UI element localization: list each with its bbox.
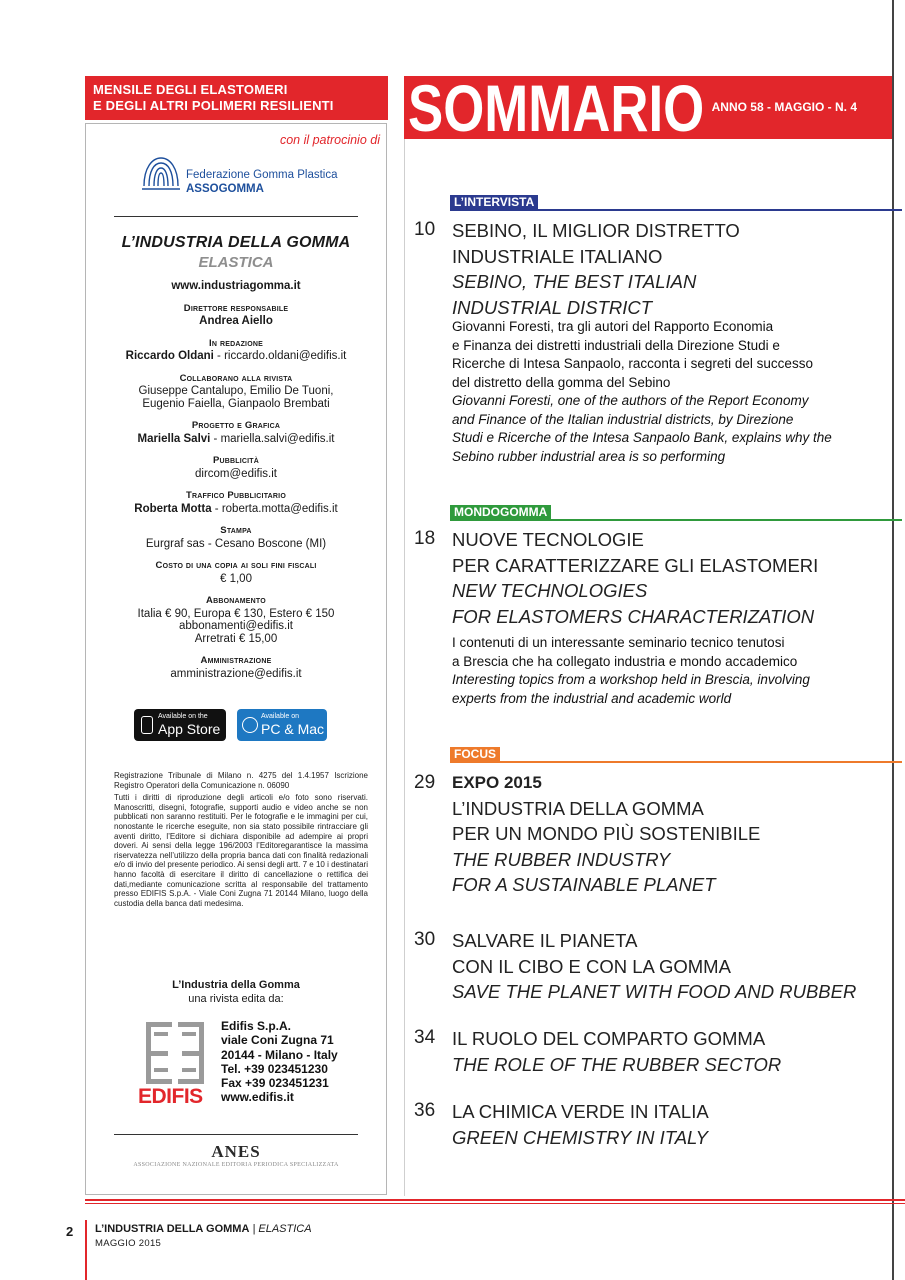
credit-role: Collaborano alla rivista [179, 372, 293, 384]
magazine-tagline [85, 76, 388, 120]
footer-rule [85, 1203, 905, 1204]
credit-role: Progetto e Grafica [191, 420, 281, 431]
page-number: 36 [414, 1100, 436, 1121]
title-en: FOR A SUSTAINABLE PLANET [452, 874, 716, 895]
title-it: IL RUOLO DEL COMPARTO GOMMA [452, 1028, 766, 1049]
credit-name: Mariella Salvi [137, 432, 211, 445]
credit-value: dircom@edifis.it [195, 467, 277, 480]
sommario-header [404, 71, 892, 145]
abstract-line: a Brescia che ha collegato industria e mondo accademico [452, 653, 798, 669]
credits-block [95, 280, 377, 680]
section-tag-intervista: L’INTERVISTA [450, 195, 538, 210]
title-it: CON IL CIBO E CON LA GOMMA [452, 955, 731, 977]
credit-contact: - mariella.salvi@edifis.it [210, 432, 335, 445]
pc-mac-badge[interactable] [237, 709, 327, 741]
title-it: SALVARE IL PIANETA [452, 930, 638, 951]
credit-role: Costo di una copia ai soli fini fiscali [155, 560, 317, 571]
folio-page-number: 2 [66, 1224, 74, 1239]
page-number: 29 [414, 772, 436, 793]
column-divider [404, 139, 405, 1196]
footer-divider [85, 1220, 87, 1280]
issue-date: MAGGIO 2015 [95, 1238, 162, 1249]
credit-value: Andrea Aiello [199, 315, 273, 327]
credit-contact: - riccardo.oldani@edifis.it [213, 350, 347, 362]
credit-role: In redazione [209, 337, 263, 349]
page-edge [892, 0, 894, 1280]
running-title-italic: | ELASTICA [249, 1223, 312, 1235]
abstract-line: Ricerche di Intesa Sanpaolo, racconta i segreti del successo [452, 356, 813, 371]
issue-number: ANNO 58 - MAGGIO - N. 4 [711, 100, 857, 114]
credit-value [95, 350, 377, 363]
magazine-title: L’INDUSTRIA DELLA GOMMA [121, 234, 351, 251]
abstract-line: Giovanni Foresti, tra gli autori del Rapporto Economia [452, 319, 774, 334]
abstract-line: Sebino rubber industrial area is so performing [452, 448, 726, 464]
title-en: NEW TECHNOLOGIES [452, 580, 648, 601]
title-it: L’INDUSTRIA DELLA GOMMA [452, 797, 704, 819]
credit-role: Abbonamento [206, 595, 266, 606]
anes-subtitle: ASSOCIAZIONE NAZIONALE EDITORIA PERIODICA SPECIALIZZATA [133, 1162, 339, 1168]
credit-value: Arretrati € 15,00 [194, 632, 278, 645]
federation-line-2: ASSOGOMMA [186, 183, 264, 195]
credit-role: Stampa [220, 525, 252, 536]
credit-role: Traffico Pubblicitario [186, 490, 286, 501]
address-line: Fax +39 023451231 [221, 1076, 329, 1091]
credit-role: Pubblicità [212, 455, 260, 466]
footer-rule [85, 1199, 905, 1201]
divider [114, 1134, 358, 1135]
edifis-wordmark: EDIFIS [138, 1085, 203, 1108]
divider [114, 216, 358, 217]
title-it: SEBINO, IL MIGLIOR DISTRETTO [452, 220, 740, 241]
publisher-intro [114, 979, 358, 1006]
app-store-badge[interactable] [134, 709, 226, 741]
title-en: THE RUBBER INDUSTRY [452, 848, 671, 870]
credit-role: Amministrazione [200, 655, 272, 666]
assogomma-logo-icon [140, 152, 182, 194]
page-number: 18 [414, 528, 436, 549]
publisher-line-1: L’Industria della Gomma [172, 979, 300, 991]
pc-mac-text: PC & Mac [261, 721, 325, 737]
abstract-line: I contenuti di un interessante seminario tecnico tenutosi [452, 635, 785, 650]
title-it: INDUSTRIALE ITALIANO [452, 245, 663, 267]
title-it: PER UN MONDO PIÙ SOSTENIBILE [452, 823, 761, 844]
section-rule [450, 209, 902, 211]
article-abstract [452, 318, 832, 466]
tagline-line-1: MENSILE DEGLI ELASTOMERI [93, 82, 288, 97]
abstract-line: Studi e Ricerche of the Intesa Sanpaolo Bank, explains why the [452, 430, 832, 445]
address-line: viale Coni Zugna 71 [221, 1033, 334, 1048]
title-it: NUOVE TECNOLOGIE [452, 529, 644, 550]
federation-name [186, 168, 337, 196]
credit-role: Direttore responsabile [183, 302, 289, 314]
article-title[interactable] [452, 218, 740, 320]
app-store-text: App Store [158, 721, 221, 737]
article-abstract [452, 634, 810, 708]
article-title[interactable] [452, 1099, 709, 1150]
abstract-line: e Finanza dei distretti industriali della Direzione Studi e [452, 337, 780, 353]
title-en: FOR ELASTOMERS CHARACTERIZATION [452, 605, 815, 627]
page-title: SOMMARIO [408, 71, 705, 145]
abstract-line: del distretto della gomma del Sebino [452, 374, 671, 390]
page-number: 34 [414, 1027, 436, 1048]
tagline-line-2: E DEGLI ALTRI POLIMERI RESILIENTI [93, 98, 334, 113]
credit-value: Giuseppe Cantalupo, Emilio De Tuoni, [138, 385, 334, 397]
rights-text: Tutti i diritti di riproduzione degli articoli e/o foto sono riservati. Manoscritti, disegni, fotografie, supporti audio e video anche se non pubblicati non saranno restituiti. Per le fotografie e le immagini per cui, nonostante le ricerche eseguite, non sia stato possibile rintracciare gli aventi diritto, l’Editore si dichiara disponibile ad adempire ai propri doveri. Ai sensi della legge 196/2003 l’Editoregarantisce la massima riservatezza nell’utilizzo della propria banca dati con finalità redazionali e/o di invio del presente periodico. Ai sensi degli artt. 7 e 10 i destinatari hanno facoltà di esercitare il diritto di cancellazione o rettifica dei dati,mediante comunicazione scritta al responsabile del trattamento presso EDIFIS S.p.A. - Viale Coni Zugna 71 20144 Milano, luogo della custodia della banca dati medesima. [114, 793, 368, 908]
patronage-label: con il patrocinio di [279, 133, 380, 147]
legal-notice [114, 771, 368, 911]
app-store-small-text: Available on the [158, 713, 208, 720]
federation-line-1: Federazione Gomma Plastica [186, 169, 338, 181]
section-tag-focus: FOCUS [450, 747, 500, 762]
title-en: SAVE THE PLANET WITH FOOD AND RUBBER [452, 981, 857, 1002]
title-it: LA CHIMICA VERDE IN ITALIA [452, 1101, 709, 1122]
credit-value [95, 433, 377, 446]
credit-value: € 1,00 [220, 572, 252, 585]
page-number: 30 [414, 929, 436, 950]
magazine-subtitle: ELASTICA [198, 254, 274, 271]
abstract-line: Interesting topics from a workshop held in Brescia, involving [452, 672, 810, 687]
section-rule [450, 761, 902, 763]
edifis-logo-icon [138, 1018, 213, 1088]
registration-text: Registrazione Tribunale di Milano n. 4275 del 1.4.1957 Iscrizione Registro Operatori della Comunicazione n. 06090 [114, 771, 368, 790]
article-title[interactable] [452, 928, 856, 1005]
address-line: Edifis S.p.A. [221, 1019, 292, 1033]
publisher-line-2: una rivista edita da: [188, 992, 284, 1005]
title-en: INDUSTRIAL DISTRICT [452, 296, 653, 318]
section-rule [450, 519, 902, 521]
title-en: THE ROLE OF THE RUBBER SECTOR [452, 1053, 782, 1075]
credit-value: Italia € 90, Europa € 130, Estero € 150 [137, 607, 335, 620]
article-title[interactable] [452, 770, 760, 898]
anes-logo [114, 1142, 358, 1168]
article-title[interactable] [452, 527, 818, 629]
phone-icon [141, 716, 153, 734]
address-line: 20144 - Milano - Italy [221, 1047, 338, 1062]
publisher-website[interactable]: www.edifis.it [221, 1090, 294, 1105]
credit-name: Roberta Motta [134, 502, 212, 515]
abstract-line: experts from the industrial and academic world [452, 690, 732, 706]
page-number: 10 [414, 219, 436, 240]
publisher-address [221, 1019, 338, 1105]
title-en: SEBINO, THE BEST ITALIAN [452, 271, 697, 292]
website-link[interactable]: www.industriagomma.it [171, 280, 301, 292]
credit-value: Eugenio Faiella, Gianpaolo Brembati [142, 397, 330, 410]
pc-mac-small-text: Available on [261, 713, 300, 720]
title-it: PER CARATTERIZZARE GLI ELASTOMERI [452, 554, 819, 576]
credit-name: Riccardo Oldani [125, 350, 214, 362]
abstract-line: Giovanni Foresti, one of the authors of the Report Economy [452, 393, 809, 408]
anes-title: ANES [211, 1142, 261, 1161]
article-title[interactable] [452, 1026, 781, 1077]
address-line: Tel. +39 023451230 [221, 1061, 328, 1076]
credit-contact: - roberta.motta@edifis.it [211, 502, 338, 515]
title-en: GREEN CHEMISTRY IN ITALY [452, 1126, 708, 1148]
running-title-bold: L’INDUSTRIA DELLA GOMMA [95, 1223, 250, 1235]
running-title [95, 1223, 312, 1235]
title-kicker: EXPO 2015 [452, 773, 542, 792]
credit-value: amministrazione@edifis.it [170, 667, 302, 680]
credit-value [95, 503, 377, 516]
credit-value: abbonamenti@edifis.it [179, 620, 293, 632]
section-tag-mondogomma: MONDOGOMMA [450, 505, 551, 520]
monitor-icon [242, 717, 258, 733]
abstract-line: and Finance of the Italian industrial districts, by Direzione [452, 411, 794, 427]
credit-value: Eurgraf sas - Cesano Boscone (MI) [145, 537, 327, 550]
